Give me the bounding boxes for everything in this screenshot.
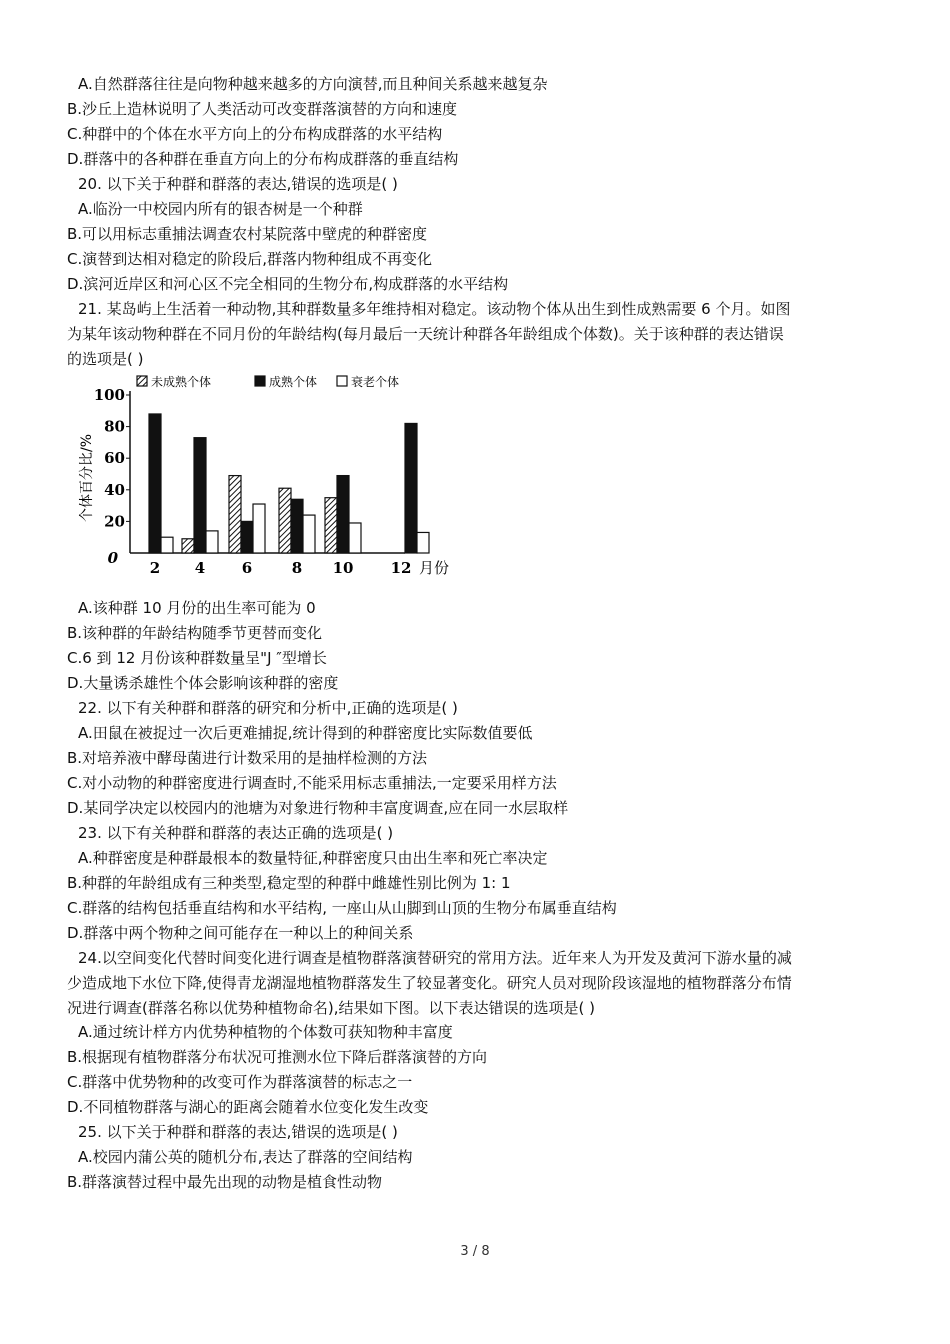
legend-swatch <box>255 376 265 386</box>
q21-stem-line3: 的选项是( ) <box>67 350 144 368</box>
q21-option-a: A.该种群 10 月份的出生率可能为 0 <box>78 599 316 617</box>
bar <box>229 476 241 553</box>
y-tick-label: 20 <box>104 512 125 531</box>
q20-option-d: D.滨河近岸区和河心区不完全相同的生物分布,构成群落的水平结构 <box>67 275 509 293</box>
bar <box>253 504 265 553</box>
bar <box>417 532 429 553</box>
x-tick-label: 4 <box>194 559 206 577</box>
bar <box>405 423 417 553</box>
q24-option-c: C.群落中优势物种的改变可作为群落演替的标志之一 <box>67 1073 413 1091</box>
q23-option-a: A.种群密度是种群最根本的数量特征,种群密度只由出生率和死亡率决定 <box>78 849 548 867</box>
page-number: 3 / 8 <box>460 1244 490 1259</box>
q20-option-b: B.可以用标志重捕法调查农村某院落中壁虎的种群密度 <box>67 225 428 243</box>
x-tick-label: 2 <box>149 559 161 577</box>
q22-stem: 22. 以下有关种群和群落的研究和分析中,正确的选项是( ) <box>78 699 458 717</box>
bar <box>241 521 253 553</box>
legend-swatch <box>137 376 147 386</box>
q24-option-d: D.不同植物群落与湖心的距离会随着水位变化发生改变 <box>67 1098 429 1116</box>
q21-stem-line1: 21. 某岛屿上生活着一种动物,其种群数量多年维持相对稳定。该动物个体从出生到性成熟需要 6 个月。如图 <box>78 300 791 318</box>
q22-option-d: D.某同学决定以校园内的池塘为对象进行物种丰富度调查,应在同一水层取样 <box>67 799 569 817</box>
q21-option-c: C.6 到 12 月份该种群数量呈"J ″型增长 <box>67 649 327 667</box>
q22-option-c: C.对小动物的种群密度进行调查时,不能采用标志重捕法,一定要采用样方法 <box>67 774 557 792</box>
q19-option-c: C.种群中的个体在水平方向上的分布构成群落的水平结构 <box>67 125 443 143</box>
y-tick-label: 80 <box>104 417 125 436</box>
legend-label: 衰老个体 <box>351 375 400 389</box>
bar <box>161 537 173 553</box>
x-tick-label: 10 <box>332 559 354 577</box>
q24-stem-line2: 少造成地下水位下降,使得青龙湖湿地植物群落发生了较显著变化。研究人员对现阶段该湿地的植物群落分布情 <box>67 974 792 992</box>
age-structure-bar-chart <box>75 368 455 583</box>
q19-option-a: A.自然群落往往是向物种越来越多的方向演替,而且种间关系越来越复杂 <box>78 75 548 93</box>
bar <box>291 499 303 553</box>
y-tick-label: 40 <box>104 480 125 499</box>
q23-option-b: B.种群的年龄组成有三种类型,稳定型的种群中雌雄性别比例为 1: 1 <box>67 874 511 892</box>
q25-option-a: A.校园内蒲公英的随机分布,表达了群落的空间结构 <box>78 1148 413 1166</box>
q19-option-d: D.群落中的各种群在垂直方向上的分布构成群落的垂直结构 <box>67 150 459 168</box>
bar <box>182 539 194 553</box>
q19-option-b: B.沙丘上造林说明了人类活动可改变群落演替的方向和速度 <box>67 100 458 118</box>
q21-option-d: D.大量诱杀雄性个体会影响该种群的密度 <box>67 674 339 692</box>
bar <box>279 488 291 553</box>
q24-stem-line1: 24.以空间变化代替时间变化进行调查是植物群落演替研究的常用方法。近年来人为开发及黄河下游水量的减 <box>78 949 792 967</box>
q22-option-a: A.田鼠在被捉过一次后更难捕捉,统计得到的种群密度比实际数值要低 <box>78 724 533 742</box>
y-tick-label: 60 <box>104 449 125 468</box>
legend-label: 成熟个体 <box>269 375 318 389</box>
legend-label: 未成熟个体 <box>151 375 212 389</box>
q25-option-b: B.群落演替过程中最先出现的动物是植食性动物 <box>67 1173 383 1191</box>
q25-stem: 25. 以下关于种群和群落的表达,错误的选项是( ) <box>78 1123 398 1141</box>
bar <box>303 515 315 553</box>
q23-option-d: D.群落中两个物种之间可能存在一种以上的种间关系 <box>67 924 414 942</box>
y-axis-title: 个体百分比/% <box>79 433 95 523</box>
bar <box>337 476 349 553</box>
legend-swatch <box>337 376 347 386</box>
x-tick-label: 12 <box>390 559 412 577</box>
bar <box>149 414 161 553</box>
q20-stem: 20. 以下关于种群和群落的表达,错误的选项是( ) <box>78 175 398 193</box>
x-tick-label: 6 <box>241 559 253 577</box>
q21-option-b: B.该种群的年龄结构随季节更替而变化 <box>67 624 323 642</box>
q24-option-a: A.通过统计样方内优势种植物的个体数可获知物种丰富度 <box>78 1023 453 1041</box>
q21-stem-line2: 为某年该动物种群在不同月份的年龄结构(每月最后一天统计种群各年龄组成个体数)。关于该种群的表达错误 <box>67 325 784 343</box>
q24-option-b: B.根据现有植物群落分布状况可推测水位下降后群落演替的方向 <box>67 1048 488 1066</box>
bar <box>206 531 218 553</box>
x-tick-label: 8 <box>291 559 303 577</box>
bar <box>194 438 206 553</box>
y-tick-label: 100 <box>93 386 125 404</box>
q23-option-c: C.群落的结构包括垂直结构和水平结构, 一座山从山脚到山顶的生物分布属垂直结构 <box>67 899 617 917</box>
q23-stem: 23. 以下有关种群和群落的表达正确的选项是( ) <box>78 824 394 842</box>
y-tick-label: 0 <box>107 549 118 567</box>
q22-option-b: B.对培养液中酵母菌进行计数采用的是抽样检测的方法 <box>67 749 428 767</box>
q20-option-a: A.临汾一中校园内所有的银杏树是一个种群 <box>78 200 363 218</box>
bar <box>349 523 361 553</box>
q24-stem-line3: 况进行调查(群落名称以优势种植物命名),结果如下图。以下表达错误的选项是( ) <box>67 999 595 1017</box>
x-axis-title: 月份 <box>419 559 450 577</box>
q20-option-c: C.演替到达相对稳定的阶段后,群落内物种组成不再变化 <box>67 250 433 268</box>
bar <box>325 498 337 553</box>
